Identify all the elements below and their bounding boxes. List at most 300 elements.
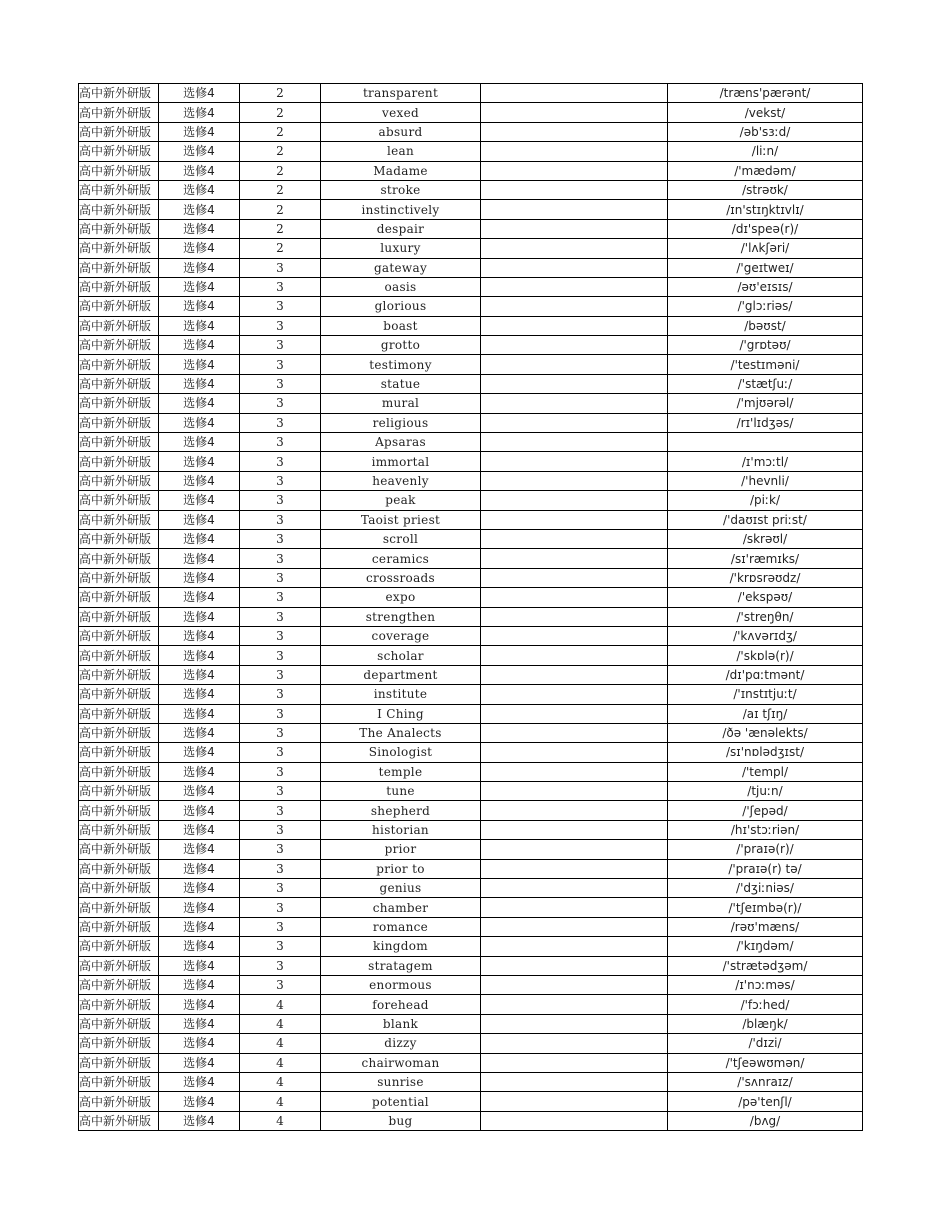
word-cell: lean xyxy=(321,142,481,161)
book-cell: 选修4 xyxy=(159,84,240,103)
meaning-cell xyxy=(481,937,668,956)
word-cell: instinctively xyxy=(321,200,481,219)
book-cell: 选修4 xyxy=(159,277,240,296)
meaning-cell xyxy=(481,607,668,626)
unit-cell: 3 xyxy=(240,879,321,898)
book-cell: 选修4 xyxy=(159,529,240,548)
publisher-cell: 高中新外研版 xyxy=(79,704,159,723)
publisher-cell: 高中新外研版 xyxy=(79,879,159,898)
table-row xyxy=(79,258,863,277)
meaning-cell xyxy=(481,1072,668,1091)
table-row xyxy=(79,239,863,258)
publisher-cell: 高中新外研版 xyxy=(79,122,159,141)
publisher-cell: 高中新外研版 xyxy=(79,297,159,316)
phonetic-cell: /sɪ'ræmɪks/ xyxy=(668,549,863,568)
publisher-cell: 高中新外研版 xyxy=(79,1111,159,1130)
meaning-cell xyxy=(481,297,668,316)
book-cell: 选修4 xyxy=(159,743,240,762)
meaning-cell xyxy=(481,956,668,975)
book-cell: 选修4 xyxy=(159,917,240,936)
phonetic-cell: /'skɒlə(r)/ xyxy=(668,646,863,665)
meaning-cell xyxy=(481,529,668,548)
table-row xyxy=(79,704,863,723)
meaning-cell xyxy=(481,471,668,490)
unit-cell: 3 xyxy=(240,743,321,762)
phonetic-cell: /'dɪzi/ xyxy=(668,1034,863,1053)
table-row xyxy=(79,142,863,161)
table-row xyxy=(79,607,863,626)
phonetic-cell: /'mjʊərəl/ xyxy=(668,394,863,413)
table-row xyxy=(79,840,863,859)
word-cell: dizzy xyxy=(321,1034,481,1053)
table-row xyxy=(79,336,863,355)
table-row xyxy=(79,277,863,296)
book-cell: 选修4 xyxy=(159,258,240,277)
word-cell: blank xyxy=(321,1014,481,1033)
book-cell: 选修4 xyxy=(159,510,240,529)
book-cell: 选修4 xyxy=(159,200,240,219)
table-row xyxy=(79,316,863,335)
word-cell: ceramics xyxy=(321,549,481,568)
book-cell: 选修4 xyxy=(159,782,240,801)
book-cell: 选修4 xyxy=(159,433,240,452)
book-cell: 选修4 xyxy=(159,239,240,258)
word-cell: sunrise xyxy=(321,1072,481,1091)
table-row xyxy=(79,956,863,975)
word-cell: institute xyxy=(321,685,481,704)
meaning-cell xyxy=(481,840,668,859)
unit-cell: 3 xyxy=(240,355,321,374)
table-row xyxy=(79,103,863,122)
word-cell: testimony xyxy=(321,355,481,374)
word-cell: temple xyxy=(321,762,481,781)
unit-cell: 3 xyxy=(240,491,321,510)
table-row xyxy=(79,549,863,568)
meaning-cell xyxy=(481,723,668,742)
table-row xyxy=(79,433,863,452)
unit-cell: 3 xyxy=(240,433,321,452)
table-row xyxy=(79,995,863,1014)
phonetic-cell: /rəʊ'mæns/ xyxy=(668,917,863,936)
meaning-cell xyxy=(481,84,668,103)
unit-cell: 3 xyxy=(240,529,321,548)
book-cell: 选修4 xyxy=(159,1072,240,1091)
unit-cell: 3 xyxy=(240,626,321,645)
unit-cell: 3 xyxy=(240,723,321,742)
publisher-cell: 高中新外研版 xyxy=(79,1092,159,1111)
table-row xyxy=(79,782,863,801)
publisher-cell: 高中新外研版 xyxy=(79,84,159,103)
unit-cell: 3 xyxy=(240,588,321,607)
book-cell: 选修4 xyxy=(159,801,240,820)
meaning-cell xyxy=(481,626,668,645)
table-row xyxy=(79,1014,863,1033)
meaning-cell xyxy=(481,995,668,1014)
book-cell: 选修4 xyxy=(159,859,240,878)
publisher-cell: 高中新外研版 xyxy=(79,239,159,258)
book-cell: 选修4 xyxy=(159,219,240,238)
publisher-cell: 高中新外研版 xyxy=(79,336,159,355)
phonetic-cell: /'kɪŋdəm/ xyxy=(668,937,863,956)
meaning-cell xyxy=(481,336,668,355)
meaning-cell xyxy=(481,801,668,820)
table-row xyxy=(79,898,863,917)
phonetic-cell: /'dʒiːniəs/ xyxy=(668,879,863,898)
meaning-cell xyxy=(481,549,668,568)
publisher-cell: 高中新外研版 xyxy=(79,568,159,587)
unit-cell: 3 xyxy=(240,685,321,704)
book-cell: 选修4 xyxy=(159,122,240,141)
publisher-cell: 高中新外研版 xyxy=(79,355,159,374)
word-cell: vexed xyxy=(321,103,481,122)
word-cell: peak xyxy=(321,491,481,510)
meaning-cell xyxy=(481,200,668,219)
table-row xyxy=(79,529,863,548)
phonetic-cell: /'krɒsrəʊdz/ xyxy=(668,568,863,587)
publisher-cell: 高中新外研版 xyxy=(79,1034,159,1053)
unit-cell: 3 xyxy=(240,258,321,277)
publisher-cell: 高中新外研版 xyxy=(79,549,159,568)
book-cell: 选修4 xyxy=(159,840,240,859)
meaning-cell xyxy=(481,142,668,161)
publisher-cell: 高中新外研版 xyxy=(79,762,159,781)
word-cell: oasis xyxy=(321,277,481,296)
book-cell: 选修4 xyxy=(159,1111,240,1130)
book-cell: 选修4 xyxy=(159,413,240,432)
word-cell: I Ching xyxy=(321,704,481,723)
table-row xyxy=(79,685,863,704)
book-cell: 选修4 xyxy=(159,394,240,413)
publisher-cell: 高中新外研版 xyxy=(79,937,159,956)
book-cell: 选修4 xyxy=(159,180,240,199)
table-row xyxy=(79,646,863,665)
unit-cell: 4 xyxy=(240,1053,321,1072)
table-row xyxy=(79,219,863,238)
unit-cell: 2 xyxy=(240,161,321,180)
table-row xyxy=(79,1111,863,1130)
phonetic-cell: /tjuːn/ xyxy=(668,782,863,801)
word-cell: stroke xyxy=(321,180,481,199)
publisher-cell: 高中新外研版 xyxy=(79,142,159,161)
meaning-cell xyxy=(481,820,668,839)
meaning-cell xyxy=(481,859,668,878)
publisher-cell: 高中新外研版 xyxy=(79,316,159,335)
publisher-cell: 高中新外研版 xyxy=(79,529,159,548)
meaning-cell xyxy=(481,1034,668,1053)
phonetic-cell: /'templ/ xyxy=(668,762,863,781)
table-row xyxy=(79,1053,863,1072)
table-row xyxy=(79,820,863,839)
publisher-cell: 高中新外研版 xyxy=(79,801,159,820)
phonetic-cell: /vekst/ xyxy=(668,103,863,122)
phonetic-cell xyxy=(668,433,863,452)
word-cell: The Analects xyxy=(321,723,481,742)
publisher-cell: 高中新外研版 xyxy=(79,782,159,801)
meaning-cell xyxy=(481,413,668,432)
unit-cell: 2 xyxy=(240,103,321,122)
publisher-cell: 高中新外研版 xyxy=(79,898,159,917)
meaning-cell xyxy=(481,1111,668,1130)
word-cell: strengthen xyxy=(321,607,481,626)
word-cell: historian xyxy=(321,820,481,839)
publisher-cell: 高中新外研版 xyxy=(79,413,159,432)
phonetic-cell: /ɪ'nɔːməs/ xyxy=(668,975,863,994)
unit-cell: 3 xyxy=(240,782,321,801)
phonetic-cell: /bʌg/ xyxy=(668,1111,863,1130)
table-row xyxy=(79,452,863,471)
book-cell: 选修4 xyxy=(159,665,240,684)
unit-cell: 3 xyxy=(240,374,321,393)
word-cell: absurd xyxy=(321,122,481,141)
phonetic-cell: /'fɔːhed/ xyxy=(668,995,863,1014)
unit-cell: 3 xyxy=(240,452,321,471)
book-cell: 选修4 xyxy=(159,995,240,1014)
book-cell: 选修4 xyxy=(159,762,240,781)
book-cell: 选修4 xyxy=(159,491,240,510)
book-cell: 选修4 xyxy=(159,956,240,975)
meaning-cell xyxy=(481,374,668,393)
publisher-cell: 高中新外研版 xyxy=(79,975,159,994)
word-cell: mural xyxy=(321,394,481,413)
phonetic-cell: /'kʌvərɪdʒ/ xyxy=(668,626,863,645)
meaning-cell xyxy=(481,1014,668,1033)
publisher-cell: 高中新外研版 xyxy=(79,161,159,180)
unit-cell: 3 xyxy=(240,413,321,432)
unit-cell: 3 xyxy=(240,394,321,413)
word-cell: chairwoman xyxy=(321,1053,481,1072)
publisher-cell: 高中新外研版 xyxy=(79,394,159,413)
phonetic-cell: /'stætʃuː/ xyxy=(668,374,863,393)
publisher-cell: 高中新外研版 xyxy=(79,607,159,626)
vocabulary-table-body xyxy=(79,84,863,1131)
phonetic-cell: /'daʊɪst priːst/ xyxy=(668,510,863,529)
phonetic-cell: /piːk/ xyxy=(668,491,863,510)
word-cell: religious xyxy=(321,413,481,432)
table-row xyxy=(79,917,863,936)
table-row xyxy=(79,1034,863,1053)
table-row xyxy=(79,1072,863,1091)
book-cell: 选修4 xyxy=(159,704,240,723)
unit-cell: 3 xyxy=(240,917,321,936)
word-cell: grotto xyxy=(321,336,481,355)
publisher-cell: 高中新外研版 xyxy=(79,685,159,704)
table-row xyxy=(79,975,863,994)
word-cell: forehead xyxy=(321,995,481,1014)
word-cell: department xyxy=(321,665,481,684)
publisher-cell: 高中新外研版 xyxy=(79,200,159,219)
phonetic-cell: /rɪ'lɪdʒəs/ xyxy=(668,413,863,432)
unit-cell: 2 xyxy=(240,142,321,161)
word-cell: crossroads xyxy=(321,568,481,587)
publisher-cell: 高中新外研版 xyxy=(79,665,159,684)
publisher-cell: 高中新外研版 xyxy=(79,820,159,839)
publisher-cell: 高中新外研版 xyxy=(79,433,159,452)
unit-cell: 2 xyxy=(240,200,321,219)
table-row xyxy=(79,413,863,432)
phonetic-cell: /liːn/ xyxy=(668,142,863,161)
unit-cell: 3 xyxy=(240,801,321,820)
table-row xyxy=(79,588,863,607)
word-cell: kingdom xyxy=(321,937,481,956)
unit-cell: 4 xyxy=(240,1111,321,1130)
unit-cell: 3 xyxy=(240,840,321,859)
phonetic-cell: /'tʃeəwʊmən/ xyxy=(668,1053,863,1072)
book-cell: 选修4 xyxy=(159,336,240,355)
unit-cell: 4 xyxy=(240,1034,321,1053)
unit-cell: 3 xyxy=(240,704,321,723)
meaning-cell xyxy=(481,879,668,898)
phonetic-cell: /'sʌnraɪz/ xyxy=(668,1072,863,1091)
phonetic-cell: /'ɪnstɪtjuːt/ xyxy=(668,685,863,704)
book-cell: 选修4 xyxy=(159,103,240,122)
unit-cell: 3 xyxy=(240,762,321,781)
phonetic-cell: /'strætədʒəm/ xyxy=(668,956,863,975)
publisher-cell: 高中新外研版 xyxy=(79,1053,159,1072)
unit-cell: 3 xyxy=(240,820,321,839)
book-cell: 选修4 xyxy=(159,471,240,490)
book-cell: 选修4 xyxy=(159,607,240,626)
phonetic-cell: /ðə 'ænəlekts/ xyxy=(668,723,863,742)
table-row xyxy=(79,1092,863,1111)
phonetic-cell: /'hevnli/ xyxy=(668,471,863,490)
book-cell: 选修4 xyxy=(159,723,240,742)
publisher-cell: 高中新外研版 xyxy=(79,646,159,665)
publisher-cell: 高中新外研版 xyxy=(79,374,159,393)
vocabulary-table xyxy=(78,83,863,1131)
table-row xyxy=(79,297,863,316)
phonetic-cell: /ɪn'stɪŋktɪvlɪ/ xyxy=(668,200,863,219)
phonetic-cell: /strəʊk/ xyxy=(668,180,863,199)
book-cell: 选修4 xyxy=(159,568,240,587)
unit-cell: 2 xyxy=(240,122,321,141)
meaning-cell xyxy=(481,180,668,199)
word-cell: scholar xyxy=(321,646,481,665)
meaning-cell xyxy=(481,239,668,258)
table-row xyxy=(79,859,863,878)
publisher-cell: 高中新外研版 xyxy=(79,588,159,607)
phonetic-cell: /əb'sɜːd/ xyxy=(668,122,863,141)
phonetic-cell: /əʊ'eɪsɪs/ xyxy=(668,277,863,296)
word-cell: immortal xyxy=(321,452,481,471)
word-cell: expo xyxy=(321,588,481,607)
publisher-cell: 高中新外研版 xyxy=(79,956,159,975)
unit-cell: 3 xyxy=(240,607,321,626)
phonetic-cell: /'tʃeɪmbə(r)/ xyxy=(668,898,863,917)
unit-cell: 3 xyxy=(240,336,321,355)
word-cell: Madame xyxy=(321,161,481,180)
unit-cell: 4 xyxy=(240,995,321,1014)
publisher-cell: 高中新外研版 xyxy=(79,917,159,936)
meaning-cell xyxy=(481,685,668,704)
table-row xyxy=(79,491,863,510)
book-cell: 选修4 xyxy=(159,685,240,704)
publisher-cell: 高中新外研版 xyxy=(79,180,159,199)
publisher-cell: 高中新外研版 xyxy=(79,103,159,122)
phonetic-cell: /'geɪtweɪ/ xyxy=(668,258,863,277)
phonetic-cell: /'lʌkʃəri/ xyxy=(668,239,863,258)
publisher-cell: 高中新外研版 xyxy=(79,510,159,529)
meaning-cell xyxy=(481,277,668,296)
book-cell: 选修4 xyxy=(159,1092,240,1111)
meaning-cell xyxy=(481,316,668,335)
table-row xyxy=(79,161,863,180)
meaning-cell xyxy=(481,917,668,936)
unit-cell: 3 xyxy=(240,471,321,490)
table-row xyxy=(79,122,863,141)
phonetic-cell: /pə'tenʃl/ xyxy=(668,1092,863,1111)
book-cell: 选修4 xyxy=(159,626,240,645)
table-row xyxy=(79,355,863,374)
phonetic-cell: /dɪ'speə(r)/ xyxy=(668,219,863,238)
meaning-cell xyxy=(481,394,668,413)
meaning-cell xyxy=(481,355,668,374)
word-cell: potential xyxy=(321,1092,481,1111)
phonetic-cell: /ɪ'mɔːtl/ xyxy=(668,452,863,471)
book-cell: 选修4 xyxy=(159,898,240,917)
unit-cell: 3 xyxy=(240,316,321,335)
phonetic-cell: /'streŋθn/ xyxy=(668,607,863,626)
meaning-cell xyxy=(481,762,668,781)
meaning-cell xyxy=(481,219,668,238)
word-cell: bug xyxy=(321,1111,481,1130)
unit-cell: 3 xyxy=(240,568,321,587)
word-cell: scroll xyxy=(321,529,481,548)
book-cell: 选修4 xyxy=(159,161,240,180)
meaning-cell xyxy=(481,258,668,277)
meaning-cell xyxy=(481,568,668,587)
unit-cell: 2 xyxy=(240,84,321,103)
word-cell: glorious xyxy=(321,297,481,316)
publisher-cell: 高中新外研版 xyxy=(79,219,159,238)
unit-cell: 2 xyxy=(240,180,321,199)
unit-cell: 3 xyxy=(240,665,321,684)
unit-cell: 3 xyxy=(240,898,321,917)
word-cell: despair xyxy=(321,219,481,238)
meaning-cell xyxy=(481,898,668,917)
book-cell: 选修4 xyxy=(159,937,240,956)
table-row xyxy=(79,879,863,898)
table-row xyxy=(79,801,863,820)
word-cell: stratagem xyxy=(321,956,481,975)
phonetic-cell: /'grɒtəʊ/ xyxy=(668,336,863,355)
meaning-cell xyxy=(481,510,668,529)
unit-cell: 4 xyxy=(240,1092,321,1111)
phonetic-cell: /'ekspəʊ/ xyxy=(668,588,863,607)
table-row xyxy=(79,394,863,413)
unit-cell: 3 xyxy=(240,510,321,529)
phonetic-cell: /hɪ'stɔːriən/ xyxy=(668,820,863,839)
publisher-cell: 高中新外研版 xyxy=(79,452,159,471)
table-row xyxy=(79,937,863,956)
book-cell: 选修4 xyxy=(159,297,240,316)
word-cell: enormous xyxy=(321,975,481,994)
table-row xyxy=(79,180,863,199)
meaning-cell xyxy=(481,161,668,180)
book-cell: 选修4 xyxy=(159,1034,240,1053)
book-cell: 选修4 xyxy=(159,316,240,335)
phonetic-cell: /'testɪməni/ xyxy=(668,355,863,374)
word-cell: prior to xyxy=(321,859,481,878)
word-cell: Apsaras xyxy=(321,433,481,452)
meaning-cell xyxy=(481,665,668,684)
word-cell: luxury xyxy=(321,239,481,258)
unit-cell: 3 xyxy=(240,549,321,568)
table-row xyxy=(79,723,863,742)
meaning-cell xyxy=(481,1053,668,1072)
meaning-cell xyxy=(481,452,668,471)
word-cell: romance xyxy=(321,917,481,936)
meaning-cell xyxy=(481,588,668,607)
